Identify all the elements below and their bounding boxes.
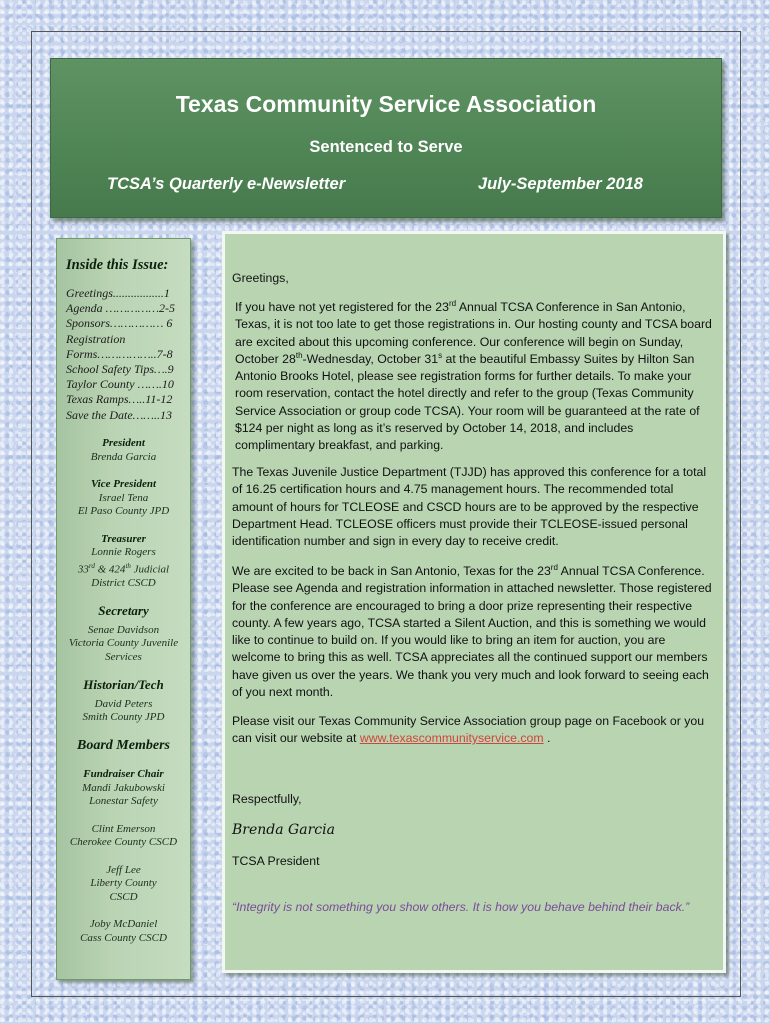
paragraph-text: If you have not yet registered for the 23 (235, 300, 449, 314)
website-link[interactable]: www.texascommunityservice.com (359, 731, 544, 746)
toc-item[interactable]: Save the Date……..13 (66, 407, 172, 422)
closing: Respectfully, (232, 792, 302, 806)
officer-name: David Peters (94, 697, 153, 710)
ordinal-suffix: rd (88, 561, 95, 570)
officer-vice-president (57, 478, 190, 519)
greeting: Greetings, (232, 271, 289, 285)
toc-item[interactable]: Texas Ramps…..11-12 (66, 392, 173, 407)
officer-treasurer (57, 533, 190, 591)
paragraph-text: . (543, 731, 551, 746)
officer-historian (57, 678, 190, 725)
officer-org: District CSCD (91, 576, 156, 589)
ordinal-suffix: th (295, 350, 303, 360)
ordinal-suffix: s (438, 350, 443, 360)
toc-item[interactable]: Sponsors…………… 6 (66, 316, 173, 331)
member-org: Cass County CSCD (80, 931, 167, 944)
paragraph-text: Annual TCSA Conference. Please see Agenda and registration information in attached newsletter. Those registered for the conference are encouraged to bring a door prize representing their respective county. A few years ago, TCSA started a Silent Auction, and this is something we would like to continue to build on. If you would like to bring an item for auction, you are welcome to bring this as well. TCSA appreciates all the continued support our members have given us over the years. We thank you very much and look forward to seeing each of you next month. (232, 564, 712, 700)
member-name: Jeff Lee (106, 863, 141, 876)
sidebar (56, 238, 191, 980)
member-name: Joby McDaniel (89, 918, 158, 931)
officer-list (57, 437, 190, 959)
toc-item[interactable]: Taylor County …….10 (66, 377, 174, 392)
toc-item[interactable]: Greetings.................1 (66, 286, 170, 300)
officer-org: Services (105, 650, 142, 663)
officer-secretary (57, 604, 190, 664)
board-member (57, 918, 190, 945)
role-title: Treasurer (101, 532, 146, 545)
paragraph-text: at the beautiful Embassy Suites by Hilton San Antonio Brooks Hotel, please see registration forms for further details. To make your room reservation, contact the hotel directly and refer to the group (Texas Community Service Association or group code TCSA). Your room will be guaranteed at the rate of $124 per night as long as it’s reserved by October 14, 2018, and includes complimentary breakfast, and parking. (235, 351, 700, 453)
member-org: Liberty County (90, 877, 157, 890)
inside-issue-title: Inside this Issue: (66, 257, 169, 273)
paragraph-facebook (232, 713, 712, 748)
role-title: Vice President (90, 478, 157, 490)
board-title: Board Members (77, 737, 170, 753)
officer-org: Victoria County Juvenile (68, 637, 179, 650)
paragraph-tjjd: The Texas Juvenile Justice Department (TJJD) has approved this conference for a total of 16.25 certification hours and 4.75 management hours. The recommended total amount of hours for TCLEOSE and CSCD hours are to be approved by the respective Department Head. TCLEOSE officers must provide their TCLEOSE-issued personal identification number and sign in every day to receive credit. (232, 465, 707, 549)
member-name: Clint Emerson (91, 822, 156, 835)
newsletter-subtitle: Sentenced to Serve (309, 138, 463, 156)
masthead (50, 58, 722, 218)
role-title: Historian/Tech (83, 677, 164, 693)
district-label: Judicial (130, 563, 170, 576)
paragraph-text: -Wednesday, October 31 (302, 351, 439, 366)
signer-title: TCSA President (232, 854, 320, 868)
role-title: President (102, 437, 145, 449)
role-title: Fundraiser Chair (83, 768, 164, 781)
toc-item[interactable]: Agenda ……………2-5 (66, 301, 176, 316)
officer-org: Smith County JPD (82, 711, 165, 724)
officer-president (57, 437, 190, 464)
ordinal-suffix: rd (448, 298, 457, 308)
newsletter-title: Texas Community Service Association (175, 91, 597, 117)
officer-name: Israel Tena (98, 491, 149, 504)
newsletter-name: TCSA’s Quarterly e-Newsletter (107, 175, 346, 193)
paragraph-text: We are excited to be back in San Antonio, Texas for the 23 (232, 564, 551, 578)
officer-name: Brenda Garcia (90, 450, 157, 463)
table-of-contents (66, 286, 188, 423)
letter-body (222, 231, 726, 973)
board-member (57, 823, 190, 850)
board-members (57, 739, 190, 809)
officer-name: Senae Davidson (87, 623, 160, 636)
ordinal-suffix: th (125, 561, 131, 570)
signature: Brenda Garcia (232, 822, 335, 838)
ordinal-suffix: rd (550, 562, 558, 572)
paragraph-text: Annual TCSA Conference in San Antonio, Texas, it is not too late to get those registrations in. Our hosting county and TCSA board are excited about this upcoming conference. Our conference will begin on Sunday, October 28 (235, 300, 712, 366)
member-name: Mandi Jakubowski (82, 781, 165, 794)
district-number: 33 (77, 563, 89, 576)
role-title: Secretary (98, 603, 149, 619)
officer-district (57, 560, 190, 577)
district-number: & 424 (94, 563, 126, 576)
member-org: CSCD (109, 890, 138, 903)
board-member (57, 864, 190, 905)
officer-org: El Paso County JPD (77, 505, 170, 517)
issue-date: July-September 2018 (477, 175, 643, 193)
integrity-quote: “Integrity is not something you show others. It is how you behave behind their back.” (232, 900, 690, 914)
member-org: Cherokee County CSCD (69, 836, 178, 849)
member-org: Lonestar Safety (89, 795, 158, 808)
toc-item[interactable]: School Safety Tips….9 (66, 362, 174, 377)
paragraph-text: Please visit our Texas Community Service Association group page on Facebook or you can visit our website at (232, 714, 705, 746)
paragraph-conference (232, 563, 712, 701)
toc-item[interactable]: Registration (66, 331, 126, 346)
paragraph-registration (232, 299, 715, 455)
toc-item[interactable]: Forms……………..7-8 (66, 346, 173, 361)
officer-name: Lonnie Rogers (91, 546, 156, 558)
